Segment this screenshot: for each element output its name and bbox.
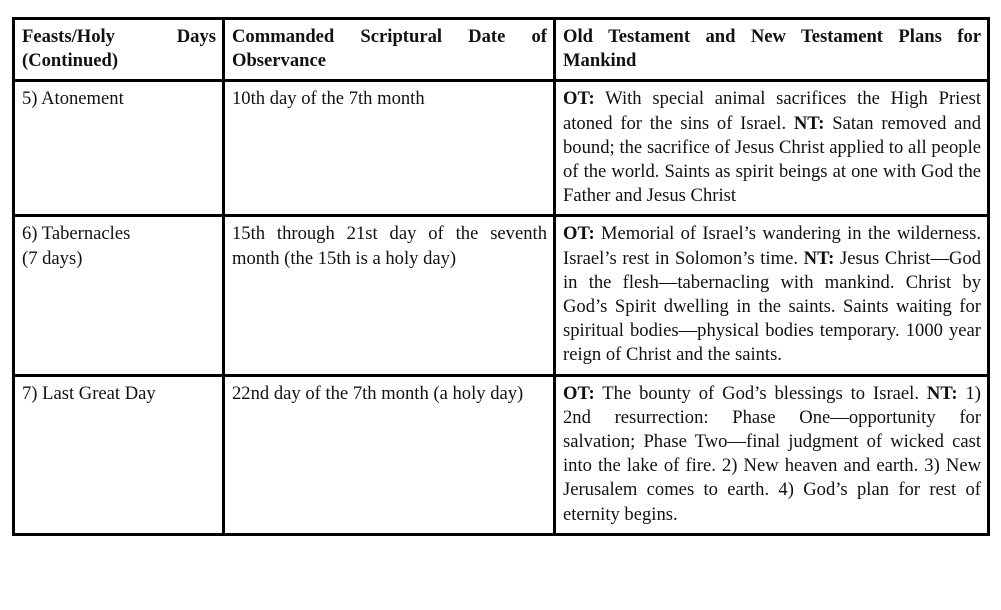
table-row [14, 375, 989, 534]
feast-duration: (7 days) [22, 247, 83, 269]
plans-cell [555, 216, 989, 375]
table-row [14, 81, 989, 216]
nt-label: NT: [793, 112, 825, 134]
feast-cell [14, 375, 224, 534]
feast-name: 7) Last Great Day [22, 382, 156, 404]
ot-text: Memorial of Israel’s wandering in the wilderness. Israel’s rest in Solomon’s time. [563, 223, 981, 269]
plans-cell [555, 81, 989, 216]
date-cell: 22nd day of the 7th month (a holy day) [224, 375, 555, 534]
table-header-row [14, 19, 989, 81]
date-cell: 10th day of the 7th month [224, 81, 555, 216]
ot-label: OT: [563, 382, 595, 404]
feast-name: 5) Atonement [22, 88, 124, 110]
ot-text: The bounty of God’s blessings to Israel. [594, 382, 927, 404]
nt-text: Satan removed and bound; the sacrifice of Jesus Christ applied to all people of the world. Saints as spirit beings at one with God the Father and Jesus Christ [563, 112, 981, 207]
nt-label: NT: [926, 382, 958, 404]
ot-label: OT: [563, 88, 595, 110]
header-date: Commanded Scriptural Date of Observance [224, 19, 555, 81]
header-plans: Old Testament and New Testament Plans for Mankind [555, 19, 989, 81]
feast-cell [14, 216, 224, 375]
plans-cell [555, 375, 989, 534]
nt-text: 1) 2nd resurrection: Phase One—opportunity for salvation; Phase Two—final judgment of wicked cast into the lake of fire. 2) New heaven and earth. 3) New Jerusalem comes to earth. 4) God’s plan for rest of eternity begins. [563, 382, 981, 525]
feast-name: 6) Tabernacles [22, 223, 131, 245]
header-feasts: Feasts/Holy Days (Continued) [14, 19, 224, 81]
feast-cell [14, 81, 224, 216]
ot-text: With special animal sacrifices the High Priest atoned for the sins of Israel. [563, 88, 981, 134]
nt-text: Jesus Christ—God in the flesh—tabernacling with mankind. Christ by God’s Spirit dwelling in the saints. Saints waiting for spiritual bodies—physical bodies temporary. 1000 year reign of Christ and the saints. [563, 247, 981, 366]
date-cell: 15th through 21st day of the seventh month (the 15th is a holy day) [224, 216, 555, 375]
table-row [14, 216, 989, 375]
feasts-table [12, 17, 990, 536]
nt-label: NT: [803, 247, 835, 269]
ot-label: OT: [563, 223, 595, 245]
